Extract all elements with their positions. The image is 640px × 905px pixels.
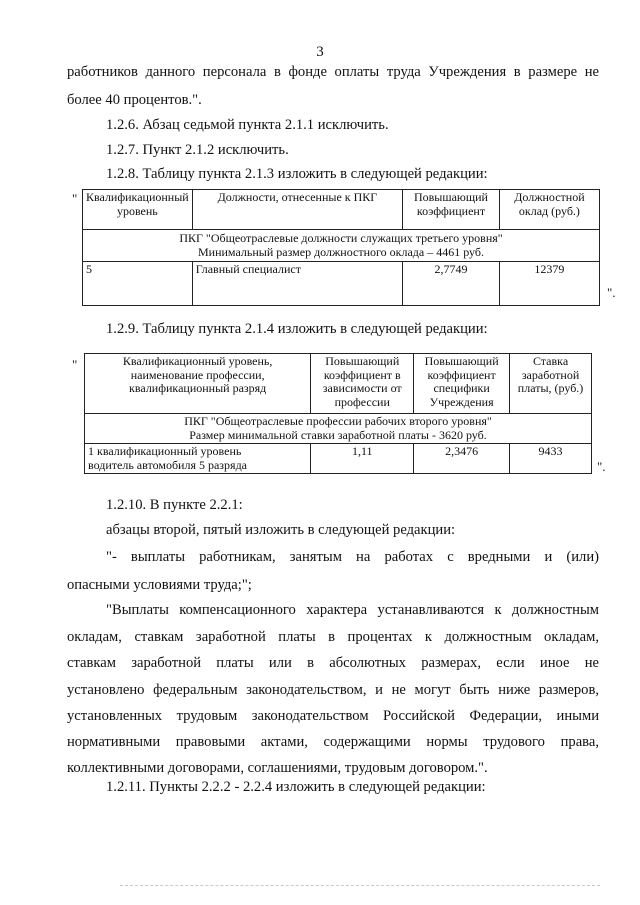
table2-cell-profession-coefficient: 1,11 (311, 444, 414, 474)
table1-header-row (83, 190, 600, 230)
table2-group-minimum: Размер минимальной ставки заработной платы - 3620 руб. (189, 427, 487, 442)
table1-cell-position: Главный специалист (192, 262, 402, 306)
table2-header-qualification: Квалификационный уровень, наименование профессии, квалификационный разряд (85, 354, 311, 414)
table-row (83, 262, 600, 306)
table-pkg-employees (82, 189, 600, 306)
table-pkg-workers (84, 353, 592, 474)
table1-header-salary: Должностной оклад (руб.) (499, 190, 599, 230)
table2-cell-qualification (85, 444, 311, 474)
table2-group-title: ПКГ "Общеотраслевые профессии рабочих второго уровня" (184, 414, 492, 428)
table-row (85, 444, 592, 474)
table1-group-title: ПКГ "Общеотраслевые должности служащих третьего уровня" (179, 231, 503, 245)
quoted-paragraph-line: ставкам заработной платы или в абсолютных размерах, если иное не (67, 655, 599, 671)
table2-header-institution-coefficient: Повышающий коэффициент специфики Учреждения (414, 354, 510, 414)
table1-group-row (83, 230, 600, 262)
table1-open-quote: " (72, 191, 78, 206)
table1-header-qualification-level: Квалификационный уровень (83, 190, 193, 230)
quoted-paragraph-line: окладам, ставкам заработной платы в процентах к должностным окладам, (67, 629, 599, 645)
table1-cell-salary: 12379 (499, 262, 599, 306)
clause-1-2-10: 1.2.10. В пункте 2.2.1: (106, 497, 243, 513)
quoted-paragraph-line: установленных трудовым законодательством Российской Федерации, иными (67, 708, 599, 724)
table1-header-positions: Должности, отнесенные к ПКГ (192, 190, 402, 230)
clause-1-2-8: 1.2.8. Таблицу пункта 2.1.3 изложить в следующей редакции: (106, 166, 488, 182)
table2-close-quote: ". (597, 459, 606, 474)
table2-group-cell (85, 414, 592, 444)
quoted-paragraph-line: коллективными договорами, соглашениями, трудовым договором.". (67, 760, 488, 776)
paragraph-line: более 40 процентов.". (67, 92, 202, 108)
quoted-paragraph-line: "Выплаты компенсационного характера устанавливаются к должностным (106, 602, 599, 618)
table1-group-minimum: Минимальный размер должностного оклада – 4461 руб. (198, 244, 484, 259)
paragraph-line: работников данного персонала в фонде оплаты труда Учреждения в размере не (67, 64, 599, 80)
table2-cell-institution-coefficient: 2,3476 (414, 444, 510, 474)
table1-cell-coefficient: 2,7749 (403, 262, 500, 306)
quoted-paragraph-line: нормативными правовыми актами, содержащими нормы трудового права, (67, 734, 599, 750)
bottom-scan-rule (120, 885, 600, 886)
table2-open-quote: " (72, 357, 78, 372)
clause-1-2-6: 1.2.6. Абзац седьмой пункта 2.1.1 исключить. (106, 117, 389, 133)
table2-cell-profession: водитель автомобиля 5 разряда (88, 457, 247, 472)
table2-group-row (85, 414, 592, 444)
quoted-line: "- выплаты работникам, занятым на работах с вредными и (или) (106, 549, 599, 565)
clause-1-2-11: 1.2.11. Пункты 2.2.2 - 2.2.4 изложить в следующей редакции: (106, 779, 486, 795)
clause-1-2-7: 1.2.7. Пункт 2.1.2 исключить. (106, 142, 289, 158)
clause-1-2-9: 1.2.9. Таблицу пункта 2.1.4 изложить в следующей редакции: (106, 321, 488, 337)
quoted-line: опасными условиями труда;"; (67, 577, 252, 593)
clause-1-2-10-intro: абзацы второй, пятый изложить в следующей редакции: (106, 522, 456, 538)
quoted-paragraph-line: установлено федеральным законодательством, и не могут быть ниже размеров, (67, 682, 599, 698)
table1-cell-level: 5 (83, 262, 193, 306)
page-number: 3 (316, 44, 324, 60)
table2-cell-level: 1 квалификационный уровень (88, 444, 242, 458)
table1-group-cell (83, 230, 600, 262)
table1-close-quote: ". (607, 285, 616, 300)
table2-cell-rate: 9433 (510, 444, 592, 474)
table2-header-rate: Ставка заработной платы, (руб.) (510, 354, 592, 414)
table2-header-profession-coefficient: Повышающий коэффициент в зависимости от профессии (311, 354, 414, 414)
table2-header-row (85, 354, 592, 414)
table1-header-coefficient: Повышающий коэффициент (403, 190, 500, 230)
